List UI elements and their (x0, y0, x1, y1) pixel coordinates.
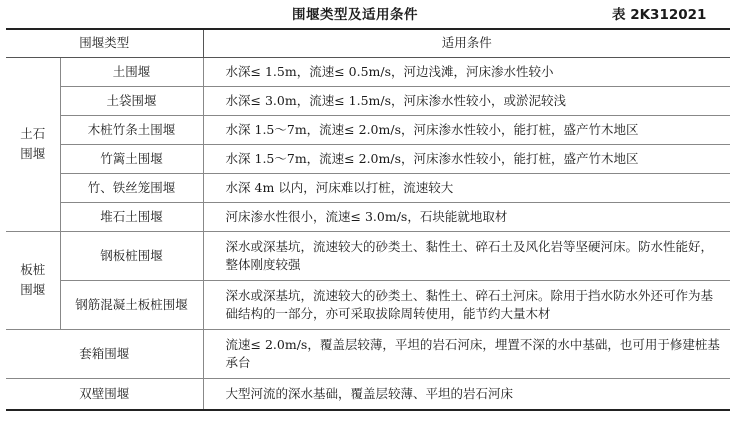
table-row (6, 329, 730, 378)
condition-cell: 深水或深基坑，流速较大的砂类土、黏性土、碎石土河床。除用于挡水防水外还可作为基础结构的一部分，亦可采取拔除周转使用，能节约大量木材 (203, 280, 730, 329)
table-row (6, 173, 730, 202)
type-cell: 钢筋混凝土板桩围堰 (60, 280, 203, 329)
type-cell: 套箱围堰 (6, 329, 203, 378)
type-cell: 双壁围堰 (6, 378, 203, 410)
column-header-condition: 适用条件 (203, 29, 730, 57)
type-cell: 土围堰 (60, 57, 203, 86)
table-row (6, 280, 730, 329)
cofferdam-table (6, 28, 730, 411)
table-header (0, 0, 735, 24)
table-row (6, 378, 730, 410)
condition-cell: 水深 1.5～7m，流速≤ 2.0m/s，河床渗水性较小，能打桩，盛产竹木地区 (203, 115, 730, 144)
condition-cell: 深水或深基坑，流速较大的砂类土、黏性土、碎石土及风化岩等坚硬河床。防水性能好，整体刚度较强 (203, 231, 730, 280)
type-cell: 竹、铁丝笼围堰 (60, 173, 203, 202)
table-row (6, 202, 730, 231)
column-header-type: 围堰类型 (6, 29, 203, 57)
table-row (6, 144, 730, 173)
condition-cell: 水深 1.5～7m，流速≤ 2.0m/s，河床渗水性较小，能打桩，盛产竹木地区 (203, 144, 730, 173)
type-cell: 钢板桩围堰 (60, 231, 203, 280)
table-title: 围堰类型及适用条件 (292, 7, 418, 23)
type-cell: 竹篱土围堰 (60, 144, 203, 173)
table-row (6, 57, 730, 86)
condition-cell: 河床渗水性很小，流速≤ 3.0m/s，石块能就地取材 (203, 202, 730, 231)
table-header-row (6, 29, 730, 57)
condition-cell: 水深≤ 1.5m，流速≤ 0.5m/s，河边浅滩，河床渗水性较小 (203, 57, 730, 86)
group-label-sheet-pile: 板桩围堰 (6, 231, 60, 329)
type-cell: 堆石土围堰 (60, 202, 203, 231)
condition-cell: 水深 4m 以内，河床难以打桩，流速较大 (203, 173, 730, 202)
group-label-earth-rock: 土石围堰 (6, 57, 60, 231)
condition-cell: 流速≤ 2.0m/s，覆盖层较薄，平坦的岩石河床，埋置不深的水中基础，也可用于修建桩基承台 (203, 329, 730, 378)
table-row (6, 231, 730, 280)
type-cell: 木桩竹条土围堰 (60, 115, 203, 144)
table-number: 表 2K312021 (612, 7, 707, 23)
table-row (6, 115, 730, 144)
table-row (6, 86, 730, 115)
condition-cell: 大型河流的深水基础，覆盖层较薄、平坦的岩石河床 (203, 378, 730, 410)
type-cell: 土袋围堰 (60, 86, 203, 115)
condition-cell: 水深≤ 3.0m，流速≤ 1.5m/s，河床渗水性较小，或淤泥较浅 (203, 86, 730, 115)
